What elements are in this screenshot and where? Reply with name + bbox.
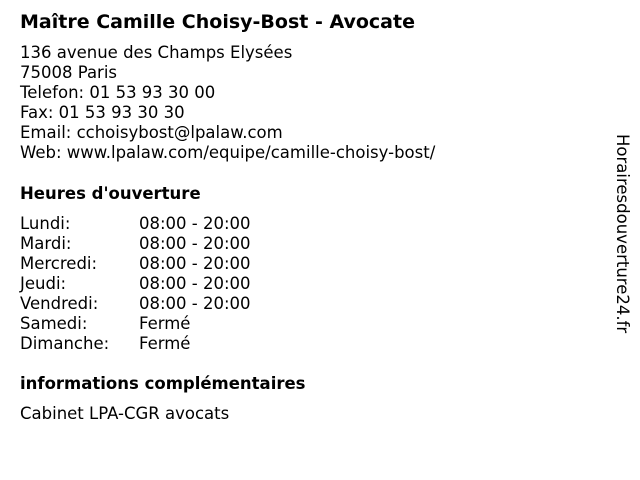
- address-line-street: 136 avenue des Champs Elysées: [20, 43, 293, 62]
- opening-hours-table: [20, 214, 320, 354]
- fax-number: Fax: 01 53 93 30 30: [20, 103, 185, 122]
- time-value: 08:00 - 20:00: [139, 254, 251, 273]
- site-watermark: Horairesdouverture24.fr: [613, 134, 632, 334]
- hours-row-sunday: [20, 334, 320, 354]
- page-title: Maître Camille Choisy-Bost - Avocate: [20, 11, 415, 33]
- day-label: Dimanche:: [20, 334, 110, 353]
- hours-row-thursday: [20, 274, 320, 294]
- time-value: 08:00 - 20:00: [139, 214, 251, 233]
- day-label: Lundi:: [20, 214, 71, 233]
- additional-info-heading: informations complémentaires: [20, 374, 306, 393]
- day-label: Mercredi:: [20, 254, 98, 273]
- day-label: Vendredi:: [20, 294, 99, 313]
- day-label: Jeudi:: [20, 274, 67, 293]
- address-line-city: 75008 Paris: [20, 63, 118, 82]
- hours-row-tuesday: [20, 234, 320, 254]
- email-address: Email: cchoisybost@lpalaw.com: [20, 123, 283, 142]
- hours-row-friday: [20, 294, 320, 314]
- contact-block: [20, 43, 435, 163]
- day-label: Samedi:: [20, 314, 88, 333]
- hours-row-saturday: [20, 314, 320, 334]
- phone-number: Telefon: 01 53 93 30 00: [20, 83, 216, 102]
- hours-row-monday: [20, 214, 320, 234]
- hours-row-wednesday: [20, 254, 320, 274]
- time-value: 08:00 - 20:00: [139, 234, 251, 253]
- opening-hours-heading: Heures d'ouverture: [20, 184, 201, 203]
- time-value: Fermé: [139, 334, 191, 353]
- website-url: Web: www.lpalaw.com/equipe/camille-choisy-bost/: [20, 143, 436, 162]
- day-label: Mardi:: [20, 234, 72, 253]
- time-value: 08:00 - 20:00: [139, 274, 251, 293]
- additional-info-text: Cabinet LPA-CGR avocats: [20, 404, 230, 423]
- time-value: Fermé: [139, 314, 191, 333]
- time-value: 08:00 - 20:00: [139, 294, 251, 313]
